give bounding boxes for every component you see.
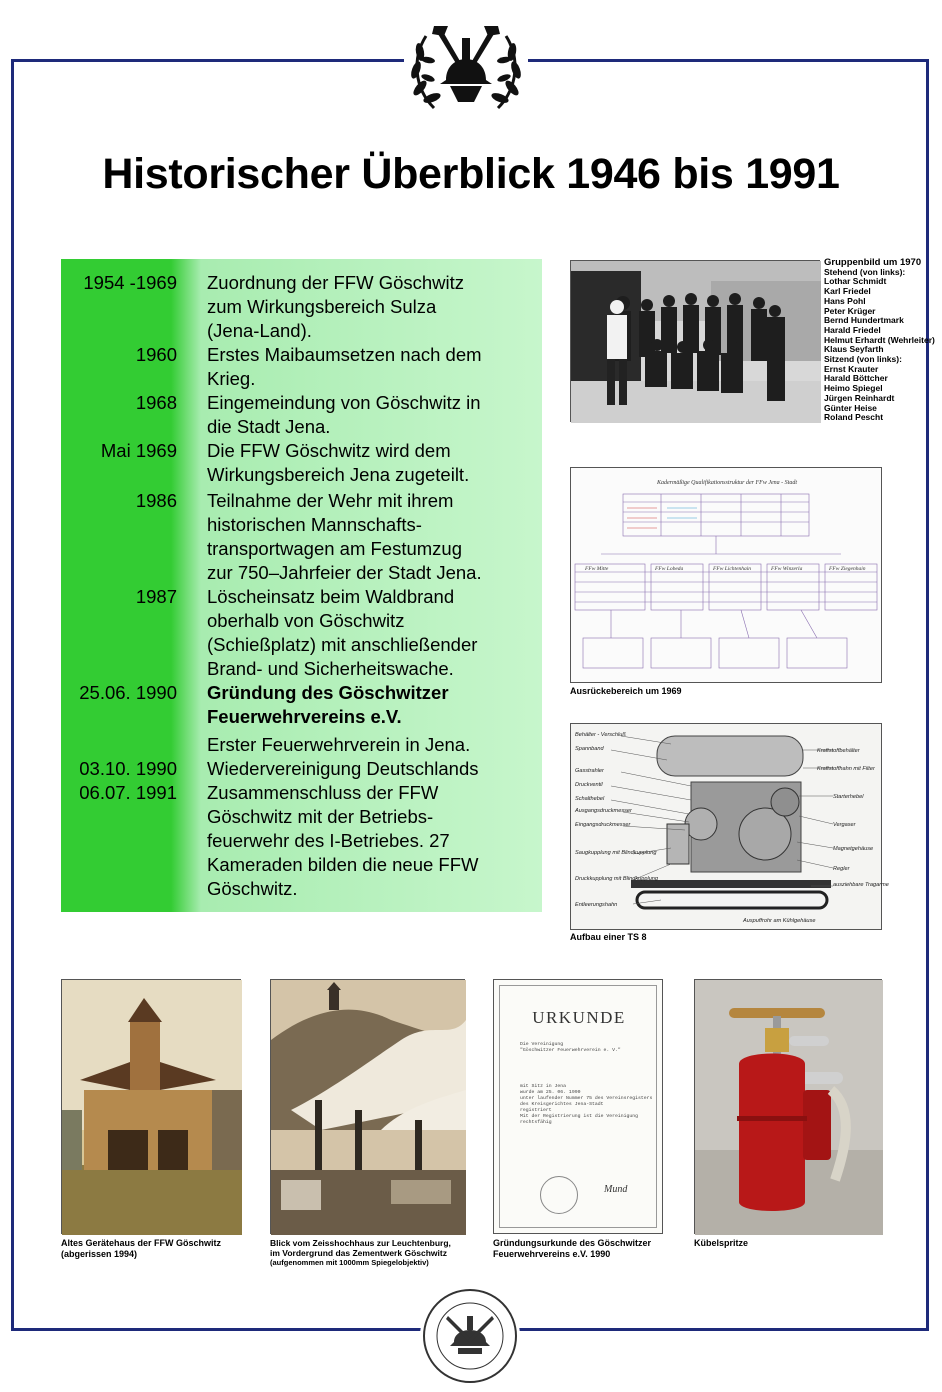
old-firehouse-photo	[61, 979, 241, 1234]
names-line: Peter Krüger	[824, 305, 876, 316]
names-line: Ernst Krauter	[824, 363, 879, 374]
caption-line: (abgerissen 1994)	[61, 1248, 138, 1259]
org-chart-box-label: FFw Lobeda	[655, 566, 684, 572]
caption-line: im Vordergrund das Zementwerk Göschwitz	[270, 1248, 447, 1258]
org-chart-box-label: FFw Winzerla	[771, 566, 803, 572]
ts8-label: Saugkupplung mit Blindkupplung	[575, 850, 657, 856]
timeline-line: Erstes Maibaumsetzen nach dem	[207, 344, 482, 365]
names-line: Harald Friedel	[824, 324, 881, 335]
timeline-line: oberhalb von Göschwitz	[207, 610, 405, 631]
timeline-line: (Jena-Land).	[207, 320, 312, 341]
certificate-line: "Göschwitzer Feuerwehrverein e. V."	[520, 1048, 621, 1053]
org-chart-header: Kadermäßige Qualifikationsstruktur der FFw Jena - Stadt	[657, 480, 797, 486]
names-line: Hans Pohl	[824, 295, 866, 306]
founding-certificate-image	[493, 979, 663, 1234]
caption-line: Blick vom Zeisshochhaus zur Leuchtenburg,	[270, 1238, 451, 1248]
timeline-line: zur 750–Jahrfeier der Stadt Jena.	[207, 562, 482, 583]
timeline-line: Krieg.	[207, 368, 256, 389]
bucket-pump-caption: Kübelspritze	[694, 1238, 749, 1248]
timeline-line: Teilnahme der Wehr mit ihrem	[207, 490, 454, 511]
certificate-line: Mit der Registrierung ist die Vereinigung rechtsfähig	[520, 1114, 639, 1125]
ts8-label: Eingangsdruckmesser	[575, 822, 631, 828]
timeline-line: Göschwitz mit der Betriebs-	[207, 806, 434, 827]
ts8-label: ausziehbare Tragarme	[833, 882, 889, 888]
ts8-label: Spannband	[575, 746, 604, 752]
timeline-line: Erster Feuerwehrverein in Jena.	[207, 734, 471, 755]
cement-works-caption	[270, 1238, 451, 1268]
certificate-line: wurde am 25. 06. 1990	[520, 1090, 581, 1095]
certificate-seal-icon	[540, 1176, 578, 1214]
certificate-line: unter laufender Nummer 75 des Vereinsregisters	[520, 1096, 653, 1101]
page-title: Historischer Überblick 1946 bis 1991	[102, 150, 840, 198]
timeline-panel	[61, 259, 542, 912]
timeline-line: die Stadt Jena.	[207, 416, 331, 437]
timeline-text	[207, 681, 537, 729]
ts8-label: Druckventil	[575, 782, 603, 788]
timeline-line: Gründung des Göschwitzer	[207, 682, 449, 703]
caption-line: Gründungsurkunde des Göschwitzer	[493, 1238, 652, 1248]
names-line: Sitzend (von links):	[824, 354, 902, 365]
org-chart-box-label: FFw Ziegenhain	[829, 566, 866, 572]
timeline-text	[207, 733, 537, 757]
certificate-signature: Mund	[604, 1184, 628, 1195]
timeline-line: (Schießplatz) mit anschließender	[207, 634, 478, 655]
ts8-label: Vergaser	[833, 822, 856, 828]
timeline-date: 06.07. 1991	[79, 782, 177, 803]
timeline-line: Wirkungsbereich Jena zugeteilt.	[207, 464, 470, 485]
names-line: Harald Böttcher	[824, 373, 888, 384]
timeline-date: 1987	[135, 586, 177, 607]
names-line: Roland Pescht	[824, 412, 884, 423]
timeline-text	[207, 391, 537, 439]
certificate-line: registriert	[520, 1108, 552, 1113]
timeline-line: Zusammenschluss der FFW	[207, 782, 439, 803]
group-photo-names	[824, 258, 935, 423]
names-line: Heimo Spiegel	[824, 383, 883, 394]
ts8-label: Schalthebel	[575, 796, 605, 802]
timeline-date: 1960	[135, 344, 177, 365]
org-chart-box-label: FFw Mitte	[585, 566, 609, 572]
ts8-label: Entleerungshahn	[575, 902, 618, 908]
timeline-line: Kameraden bilden die neue FFW	[207, 854, 479, 875]
org-chart-box-label: FFw Lichtenhain	[713, 566, 752, 572]
ts8-label: Kraftstoffhahn mit Filter	[817, 766, 875, 772]
cement-works-photo	[270, 979, 465, 1234]
ts8-diagram-image	[570, 723, 889, 930]
ts8-label: Ausgangsdruckmesser	[575, 808, 632, 814]
names-line: Gruppenbild um 1970	[824, 257, 922, 268]
names-line: Klaus Seyfarth	[824, 344, 884, 355]
timeline-text	[207, 489, 537, 585]
ts8-label: Kraftstoffbehälter	[817, 748, 860, 754]
ts8-label: Druckkupplung mit Blindkupplung	[575, 876, 659, 882]
timeline-date: 1954 -1969	[83, 272, 177, 293]
org-chart-caption: Ausrückebereich um 1969	[570, 686, 682, 696]
timeline-text	[207, 271, 537, 343]
timeline-date: 1986	[135, 490, 177, 511]
timeline-line: historischen Mannschafts-	[207, 514, 422, 535]
names-line: Bernd Hundertmark	[824, 315, 904, 326]
timeline-text	[207, 781, 537, 901]
timeline-date: 03.10. 1990	[79, 758, 177, 779]
names-line: Stehend (von links):	[824, 266, 906, 277]
certificate-caption	[493, 1238, 651, 1259]
ts8-label: Auspuffrohr am Kühlgehäuse	[743, 918, 816, 924]
ts8-label: Regler	[833, 866, 850, 872]
caption-line: Feuerwehrvereins e.V. 1990	[493, 1248, 611, 1259]
ts8-label: Starterhebel	[833, 794, 864, 800]
timeline-line: Wiedervereinigung Deutschlands	[207, 758, 479, 779]
timeline-line: Zuordnung der FFW Göschwitz	[207, 272, 465, 293]
timeline-line: Feuerwehrvereins e.V.	[207, 706, 402, 727]
org-chart-image	[570, 467, 882, 683]
caption-line: Altes Gerätehaus der FFW Göschwitz	[61, 1238, 222, 1248]
landesfeuerwehrverband-thueringen-seal-icon	[420, 1286, 520, 1386]
timeline-line: zum Wirkungsbereich Sulza	[207, 296, 437, 317]
timeline-line: Eingemeindung von Göschwitz in	[207, 392, 481, 413]
timeline-line: feuerwehr des I-Betriebes. 27	[207, 830, 450, 851]
firefighter-helmet-wreath-icon	[404, 18, 528, 114]
timeline-text	[207, 757, 537, 781]
certificate-line: des Kreisgerichtes Jena-Stadt	[520, 1102, 604, 1107]
timeline-text	[207, 343, 537, 391]
timeline-date: 1968	[135, 392, 177, 413]
timeline-line: Brand- und Sicherheitswache.	[207, 658, 454, 679]
names-line: Jürgen Reinhardt	[824, 392, 895, 403]
names-line: Helmut Erhardt (Wehrleiter)	[824, 334, 935, 345]
timeline-text	[207, 585, 537, 681]
group-photo	[570, 260, 820, 422]
ts8-label: Gasstrahler	[575, 768, 604, 774]
caption-line: (aufgenommen mit 1000mm Spiegelobjektiv)	[270, 1258, 429, 1267]
timeline-date: 25.06. 1990	[79, 682, 177, 703]
ts8-label: Behälter - Verschluß	[575, 732, 626, 738]
certificate-line: Die Vereinigung	[520, 1042, 564, 1047]
timeline-line: Löscheinsatz beim Waldbrand	[207, 586, 455, 607]
timeline-line: transportwagen am Festumzug	[207, 538, 463, 559]
certificate-title: URKUNDE	[532, 1008, 626, 1027]
names-line: Lothar Schmidt	[824, 276, 887, 287]
names-line: Günter Heise	[824, 402, 877, 413]
timeline-date: Mai 1969	[100, 440, 177, 461]
bucket-pump-photo	[694, 979, 882, 1234]
ts8-label: Magnetgehäuse	[833, 846, 874, 852]
timeline-line: Die FFW Göschwitz wird dem	[207, 440, 451, 461]
certificate-line: mit Sitz in Jena	[520, 1084, 567, 1089]
old-firehouse-caption	[61, 1238, 221, 1259]
timeline-text	[207, 439, 537, 487]
ts8-caption: Aufbau einer TS 8	[570, 932, 647, 942]
names-line: Karl Friedel	[824, 286, 871, 297]
timeline-line: Göschwitz.	[207, 878, 298, 899]
certificate-body	[520, 1042, 656, 1126]
